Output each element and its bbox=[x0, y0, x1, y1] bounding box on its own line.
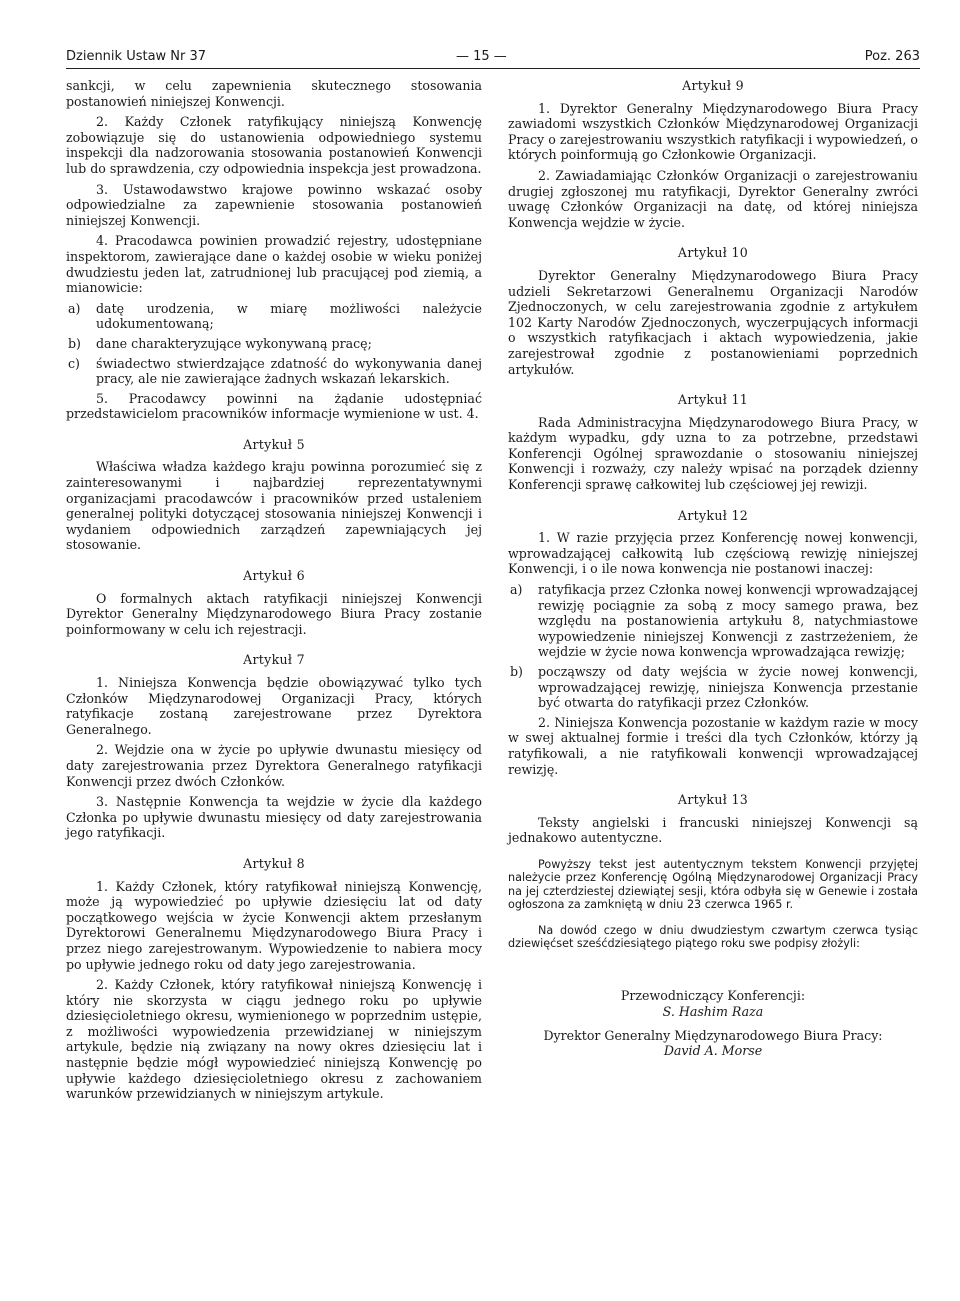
list-label: b) bbox=[510, 664, 523, 679]
list-label: a) bbox=[68, 300, 81, 316]
paragraph: 1. Dyrektor Generalny Międzynarodowego Biura Pracy zawiadomi wszystkich Członków Międzynarodowej Organizacji Pracy o zarejestrowaniu wszystkich ratyfikacji i wypowiedzeń, o których poinformują go Członkowie Organizacji. bbox=[508, 100, 918, 163]
list-label: c) bbox=[68, 355, 80, 371]
article-heading: Artykuł 7 bbox=[243, 652, 305, 668]
list-item bbox=[508, 664, 918, 711]
list-text: począwszy od daty wejścia w życie nowej konwencji, wprowadzającej rewizję, niniejsza Konwencja przestanie być otwarta do ratyfikacji przez Członków. bbox=[538, 664, 918, 711]
paragraph: 1. W razie przyjęcia przez Konferencję nowej konwencji, wprowadzającej całkowitą lub częściową rewizję niniejszej Konwencji, i o ile nowa konwencja nie postanowi inaczej: bbox=[508, 530, 918, 577]
article-heading: Artykuł 9 bbox=[682, 78, 744, 93]
right-column bbox=[508, 78, 918, 1067]
article-heading: Artykuł 10 bbox=[677, 245, 749, 261]
list-label: a) bbox=[510, 582, 523, 598]
paragraph: 4. Pracodawca powinien prowadzić rejestry, udostępniane inspektorom, zawierające dane o każdej osobie w wieku poniżej dwudziestu jeden lat, zatrudnionej lub pracującej pod ziemią, a mianowicie: bbox=[66, 233, 482, 296]
article-heading: Artykuł 6 bbox=[243, 568, 305, 584]
list-item bbox=[508, 582, 918, 660]
list-text: datę urodzenia, w miarę możliwości należycie udokumentowaną; bbox=[96, 300, 482, 332]
article-heading: Artykuł 5 bbox=[243, 436, 305, 452]
closing-note: Powyższy tekst jest autentycznym tekstem Konwencji przyjętej należycie przez Konferencję Ogólną Międzynarodowej Organizacji Pracy na jej czterdziestej dziewiątej sesji, która odbyła się w Genewie i została ogłoszona za zamkniętą w dniu 23 czerwca 1965 r. bbox=[508, 857, 918, 912]
list-item bbox=[66, 356, 482, 387]
signatory-name: David A. Morse bbox=[663, 1043, 763, 1059]
paragraph: 2. Zawiadamiając Członków Organizacji o zarejestrowaniu drugiej zgłoszonej mu ratyfikacji, Dyrektor Generalny zwróci uwagę Członków Organizacji na datę, od której niniejsza Konwencja wejdzie w życie. bbox=[508, 167, 918, 230]
signatory-title: Dyrektor Generalny Międzynarodowego Biura Pracy: bbox=[543, 1027, 883, 1043]
paragraph: Dyrektor Generalny Międzynarodowego Biura Pracy udzieli Sekretarzowi Generalnemu Organizacji Narodów Zjednoczonych, w celu zarejestrowania zgodnie z artykułem 102 Karty Narodów Zjednoczonych, wyczerpujących informacji o wszystkich ratyfikacjach i aktach wypowiedzenia, jakie zarejestrował zgodnie z postanowieniami poprzednich artykułów. bbox=[508, 267, 918, 377]
journal-title: Dziennik Ustaw Nr 37 bbox=[66, 49, 207, 64]
list-item bbox=[66, 301, 482, 332]
position-number: Poz. 263 bbox=[864, 49, 920, 64]
paragraph: 1. Każdy Członek, który ratyfikował niniejszą Konwencję, może ją wypowiedzieć po upływie dziesięciu lat od daty początkowego wejścia w życie Konwencji aktem przesłanym Dyrektorowi Generalnemu Międzynarodowego Biura Pracy i przez niego zarejestrowanym. Wypowiedzenie to nabiera mocy po upływie jednego roku od daty jego zarejestrowania. bbox=[66, 878, 482, 972]
signature-block bbox=[508, 988, 918, 1058]
paragraph: 1. Niniejsza Konwencja będzie obowiązywać tylko tych Członków Międzynarodowej Organizacji Pracy, których ratyfikacje zostaną zarejestrowane przez Dyrektora Generalnego. bbox=[66, 675, 482, 737]
paragraph: O formalnych aktach ratyfikacji niniejszej Konwencji Dyrektor Generalny Międzynarodowego Biura Pracy zostanie poinformowany w celu ich rejestracji. bbox=[66, 590, 482, 637]
article-heading: Artykuł 11 bbox=[677, 392, 749, 408]
closing-note: Na dowód czego w dniu dwudziestym czwartym czerwca tysiąc dziewięćset sześćdziesiątego piątego roku swe podpisy złożyli: bbox=[508, 923, 918, 950]
paragraph: 2. Każdy Członek ratyfikujący niniejszą Konwencję zobowiązuje się do ustanowienia odpowiedniego systemu inspekcji dla nadzorowania stosowania postanowień Konwencji lub do sprawdzenia, czy odpowiednia inspekcja jest prowadzona. bbox=[66, 114, 482, 176]
left-column bbox=[66, 78, 482, 1107]
paragraph: 2. Niniejsza Konwencja pozostanie w każdym razie w mocy w swej aktualnej formie i treści dla tych Członków, którzy ją ratyfikowali, a nie ratyfikowali konwencji wprowadzającej rewizję. bbox=[508, 714, 918, 777]
paragraph: Rada Administracyjna Międzynarodowego Biura Pracy, w każdym wypadku, gdy uzna to za potrzebne, przedstawi Konferencji Ogólnej sprawozdanie o stosowaniu niniejszej Konwencji i rozważy, czy należy wpisać na porządek dzienny Konferencji sprawę całkowitej lub częściowej jej rewizji. bbox=[508, 414, 918, 493]
list-text: ratyfikacja przez Członka nowej konwencji wprowadzającej rewizję pociągnie za sobą z mocy samego prawa, bez względu na postanowienia artykułu 8, natychmiastowe wypowiedzenie niniejszej Konwencji z zastrzeżeniem, że wejdzie w życie nowa konwencja wprowadzająca rewizję; bbox=[538, 582, 918, 660]
paragraph: sankcji, w celu zapewnienia skutecznego stosowania postanowień niniejszej Konwencji. bbox=[66, 78, 482, 109]
article-heading: Artykuł 13 bbox=[677, 792, 749, 808]
article-heading: Artykuł 8 bbox=[243, 855, 305, 871]
page-header bbox=[66, 46, 920, 69]
paragraph: 2. Każdy Członek, który ratyfikował niniejszą Konwencję i który nie skorzysta w ciągu jednego roku po upływie dziesięcioletniego okresu, wymienionego w poprzednim ustępie, z możliwości wypowiedzenia przewidzianej w niniejszym artykule, będzie nią związany na nowy okres dziesięciu lat i następnie będzie mógł wypowiedzieć niniejszą Konwencję po upływie każdego dziesięcioletniego okresu z zachowaniem warunków przewidzianych w niniejszym artykule. bbox=[66, 977, 482, 1102]
article-heading: Artykuł 12 bbox=[677, 507, 749, 523]
paragraph: 3. Następnie Konwencja ta wejdzie w życie dla każdego Członka po upływie dwunastu miesięcy od daty zarejestrowania jego ratyfikacji. bbox=[66, 794, 482, 841]
list-text: świadectwo stwierdzające zdatność do wykonywania danej pracy, ale nie zawierające żadnych wskazań lekarskich. bbox=[96, 355, 482, 387]
list-text: dane charakteryzujące wykonywaną pracę; bbox=[96, 335, 372, 351]
signatory-name: S. Hashim Raza bbox=[662, 1003, 764, 1019]
page-number: — 15 — bbox=[456, 49, 507, 64]
paragraph: Teksty angielski i francuski niniejszej Konwencji są jednakowo autentyczne. bbox=[508, 814, 918, 846]
paragraph: 5. Pracodawcy powinni na żądanie udostępniać przedstawicielom pracowników informacje wymienione w ust. 4. bbox=[66, 390, 482, 422]
signatory-title: Przewodniczący Konferencji: bbox=[620, 988, 806, 1004]
list-item bbox=[66, 336, 482, 352]
paragraph: 2. Wejdzie ona w życie po upływie dwunastu miesięcy od daty zarejestrowania przez Dyrektora Generalnego ratyfikacji Konwencji przez dwóch Członków. bbox=[66, 742, 482, 789]
paragraph: Właściwa władza każdego kraju powinna porozumieć się z zainteresowanymi i najbardziej reprezentatywnymi organizacjami pracodawców i pracowników przed ustaleniem generalnej polityki dotyczącej stosowania niniejszej Konwencji i wydaniem odpowiednich zarządzeń zapewniających jej stosowanie. bbox=[66, 459, 482, 553]
list-label: b) bbox=[68, 335, 81, 351]
paragraph: 3. Ustawodawstwo krajowe powinno wskazać osoby odpowiedzialne za zapewnienie stosowania postanowień niniejszej Konwencji. bbox=[66, 181, 482, 228]
